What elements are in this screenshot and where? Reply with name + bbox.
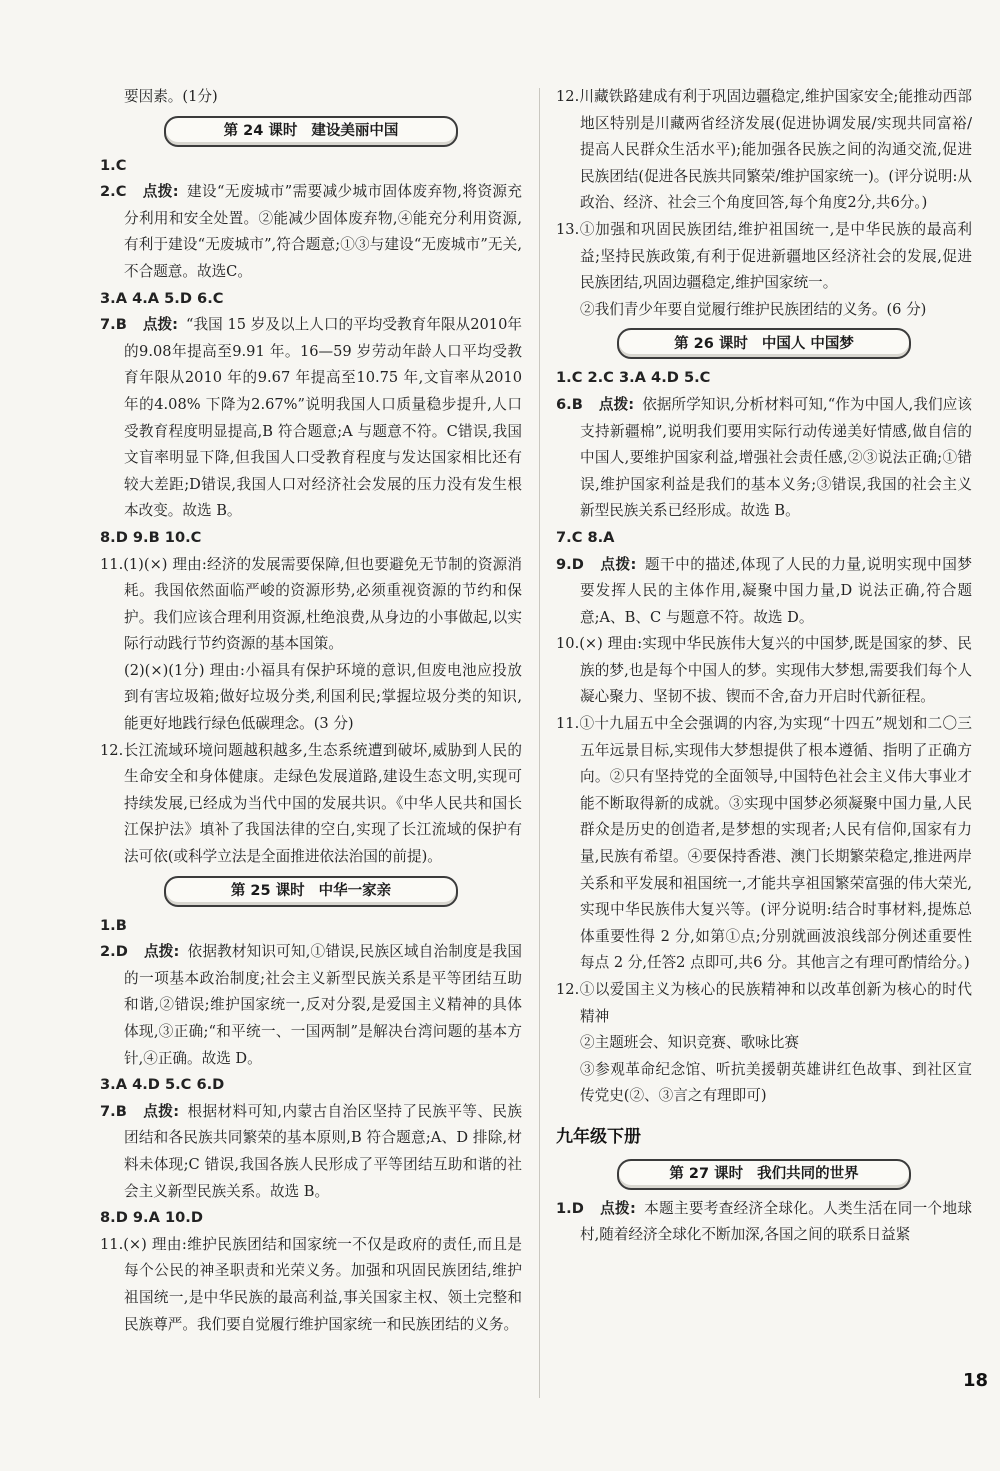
lesson-number: 第 26 课时: [674, 335, 748, 352]
answer-item: 2.C 点拨: 建设“无废城市”需要减少城市固体废弃物,将资源充分利用和安全处置。②能减少固体废弃物,④能充分利用资源,有利于建设“无废城市”,符合题意;①③与建设“无废城市”无关,不合题意。故选C。: [100, 183, 523, 280]
answer-item: 10.(×) 理由:实现中华民族伟大复兴的中国梦,既是国家的梦、民族的梦,也是每个中国人的梦。实现伟大梦想,需要我们每个人凝心聚力、坚韧不拔、锲而不舍,奋力开启时代新征程。: [556, 635, 972, 706]
answer-item: 9.D 点拨: 题干中的描述,体现了人民的力量,说明实现中国梦要发挥人民的主体作用,凝聚中国力量,D 说法正确,符合题意;A、B、C 与题意不符。故选 D。: [556, 555, 972, 626]
answer-item: 2.D 点拨: 依据教材知识可知,①错误,民族区域自治制度是我国的一项基本政治制度;社会主义新型民族关系是平等团结互助和谐,②错误;维护国家统一,反对分裂,是爱国主义精神的具体体现,③正确;“和平统一、一国两制”是解决台湾问题的基本方针,④正确。故选 D。: [100, 943, 522, 1067]
answer-line: 3.A 4.A 5.D 6.C: [100, 289, 224, 307]
continued-text: 要因素。(1分): [124, 88, 218, 105]
lesson-number: 第 25 课时: [230, 882, 305, 899]
hint-label: 点拨:: [599, 555, 637, 573]
lesson-banner-25: [164, 876, 458, 907]
answer-item: 12.①以爱国主义为核心的民族精神和以改革创新为核心的时代精神: [556, 981, 972, 1025]
answer-line: 8.D 9.A 10.D: [100, 1209, 203, 1227]
answer-item: 7.B 点拨: 根据材料可知,内蒙古自治区坚持了民族平等、民族团结和各民族共同繁荣的基本原则,B 符合题意;A、D 排除,材料未体现;C 错误,我国各族人民形成了平等团结互助和谐的社会主义新型民族关系。故选 B。: [100, 1102, 522, 1200]
answer-item: 12.川藏铁路建成有利于巩固边疆稳定,维护国家安全;能推动西部地区特别是川藏两省经济发展(促进协调发展/实现共同富裕/提高人民群众生活水平);能加强各民族之间的沟通交流,促进民族团结(促进各民族共同繁荣/维护国家统一)。(评分说明:从政治、经济、社会三个角度回答,每个角度2分,共6分。): [556, 88, 972, 212]
answer-line: 8.D 9.B 10.C: [100, 528, 202, 546]
lesson-title: 建设美丽中国: [311, 122, 399, 139]
answer-item: 11.(×) 理由:维护民族团结和国家统一不仅是政府的责任,而且是每个公民的神圣职责和光荣义务。加强和巩固民族团结,维护祖国统一,是中华民族的最高利益,事关国家主权、领土完整和民族尊严。我们要自觉履行维护国家统一和民族团结的义务。: [100, 1235, 522, 1333]
lesson-banner-24: [164, 116, 458, 147]
answer-item: ③参观革命纪念馆、听抗美援朝英雄讲红色故事、到社区宣传党史(②、③言之有理即可): [580, 1060, 972, 1105]
answer-line: 1.B: [100, 916, 127, 934]
answer-item: 11.(1)(×) 理由:经济的发展需要保障,但也要避免无节制的资源消耗。我国依然面临严峻的资源形势,必须重视资源的节约和保护。我们应该合理利用资源,杜绝浪费,从身边的小事做起,以实际行动践行节约资源的基本国策。: [100, 555, 522, 653]
section-title: 九年级下册: [556, 1126, 641, 1147]
lesson-title: 中华一家亲: [318, 882, 392, 899]
answer-item: 6.B 点拨: 依据所学知识,分析材料可知,“作为中国人,我们应该支持新疆棉”,说明我们要用实际行动传递美好情感,做自信的中国人,要维护国家利益,增强社会责任感,②③说法正确;①错误,维护国家利益是我们的基本义务;③错误,我国的社会主义新型民族关系已经形成。故选 B。: [556, 395, 972, 520]
page-number: 18: [962, 1370, 988, 1391]
answer-item: (2)(×)(1分) 理由:小福具有保护环境的意识,但废电池应投放到有害垃圾箱;做好垃圾分类,利国利民;掌握垃圾分类的知识,能更好地践行绿色低碳理念。(3 分): [124, 661, 522, 733]
answer-item: 12.长江流域环境问题越积越多,生态系统遭到破坏,威胁到人民的生命安全和身体健康。走绿色发展道路,建设生态文明,实现可持续发展,已经成为当代中国的发展共识。《中华人民共和国长江保护法》填补了我国法律的空白,实现了长江流域的保护有法可依(或科学立法是全面推进依法治国的前提)。: [100, 741, 522, 866]
hint-label: 点拨:: [142, 1102, 180, 1120]
lesson-banner-26: [617, 328, 911, 359]
answer-item: 11.①十九届五中全会强调的内容,为实现“十四五”规划和二〇三五年远景目标,实现伟大梦想提供了根本遵循、指明了正确方向。②只有坚持党的全面领导,中国特色社会主义伟大事业才能不断取得新的成就。③实现中国梦必须凝聚中国力量,人民群众是历史的创造者,是梦想的实现者;人民有信仰,国家有力量,民族有希望。④要保持香港、澳门长期繁荣稳定,推进两岸关系和平发展和祖国统一,才能共享祖国繁荣富强的伟大荣光,实现中华民族伟大复兴等。(评分说明:结合时事材料,提炼总体重要性得 2 分,如第①点;分别就画波浪线部分例述重要性每点 2 分,任答2 点即可,共6 分。其他言之有理可酌情给分。): [556, 715, 972, 972]
column-divider: [539, 88, 540, 1398]
answer-line: 7.C 8.A: [556, 528, 615, 546]
left-column: [100, 84, 522, 1338]
hint-label: 点拨:: [599, 1199, 636, 1217]
hint-label: 点拨:: [143, 943, 180, 961]
hint-label: 点拨:: [142, 183, 179, 201]
answer-item: 7.B 点拨: “我国 15 岁及以上人口的平均受教育年限从2010年的9.08年提高至9.91 年。16—59 岁劳动年龄人口平均受教育年限从2010 年的9.67 年提高至10.75 年,文盲率从2010年的4.08% 下降为2.67%”说明我国人口质量稳步提升,人口受教育程度明显提高,B 符合题意;A 与题意不符。C错误,我国文盲率明显下降,但我国人口受教育程度与发达国家相比还有较大差距;D错误,我国人口对经济社会发展的压力没有发生根本改变。故选 B。: [100, 316, 522, 520]
hint-label: 点拨:: [598, 395, 635, 413]
answer-line: 1.C 2.C 3.A 4.D 5.C: [556, 369, 711, 387]
lesson-banner-27: [617, 1159, 911, 1190]
lesson-number: 第 24 课时: [223, 122, 298, 139]
hint-label: 点拨:: [142, 316, 178, 334]
answer-item: 13.①加强和巩固民族团结,维护祖国统一,是中华民族的最高利益;坚持民族政策,有利于促进新疆地区经济社会的发展,促进民族团结,巩固边疆稳定,维护国家统一。: [556, 220, 972, 292]
answer-item: ②主题班会、知识竞赛、歌咏比赛: [580, 1034, 799, 1052]
answer-item: 1.D 点拨: 本题主要考查经济全球化。人类生活在同一个地球村,随着经济全球化不断加深,各国之间的联系日益紧: [556, 1199, 972, 1244]
answer-line: 1.C: [100, 156, 127, 174]
lesson-number: 第 27 课时: [669, 1165, 744, 1182]
right-column: [556, 84, 972, 1249]
lesson-title: 我们共同的世界: [757, 1165, 859, 1182]
lesson-title: 中国人 中国梦: [761, 335, 854, 352]
answer-item: ②我们青少年要自觉履行维护民族团结的义务。(6 分): [580, 300, 927, 318]
answer-line: 3.A 4.D 5.C 6.D: [100, 1076, 225, 1094]
